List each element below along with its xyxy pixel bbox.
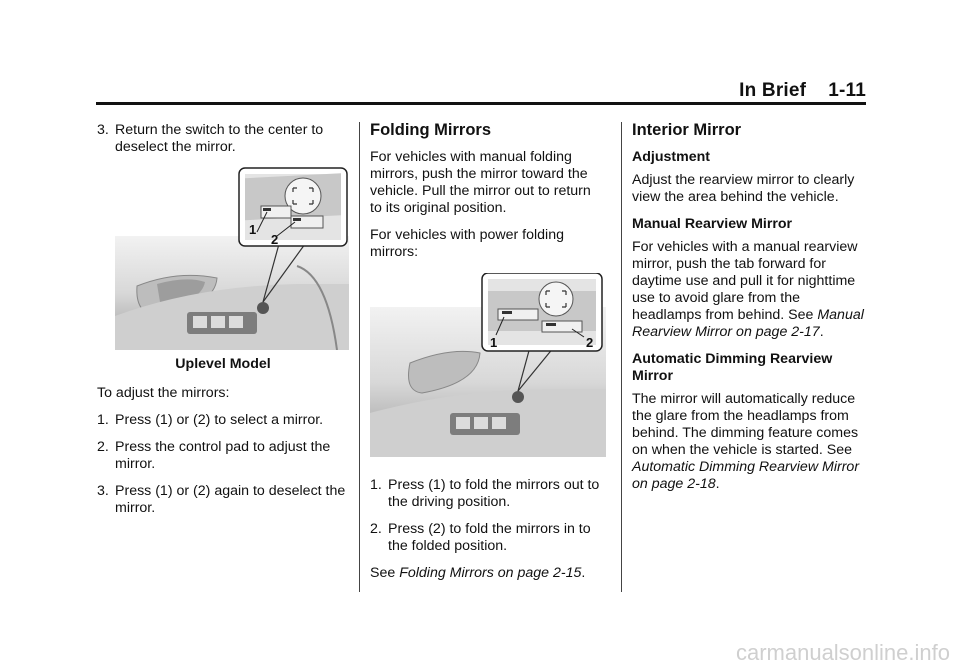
list-item [370, 521, 606, 555]
step-text: Press (2) to fold the mirrors in to the folded position. [388, 521, 591, 554]
paragraph: For vehicles with manual folding mirrors, push the mirror toward the vehicle. Pull the mirror out to return to its original position. [370, 149, 591, 216]
column-divider [621, 122, 622, 592]
callout-2: 2 [586, 335, 594, 350]
step-text: Return the switch to the center to deselect the mirror. [115, 122, 324, 155]
paragraph: The mirror will automatically reduce the glare from the headlamps from behind. The dimming feature comes on when the vehicle is started. See Automatic Dimming Rearview Mirror on page 2-18. [632, 391, 860, 492]
cross-reference: See Folding Mirrors on page 2-15. [370, 565, 586, 581]
page-header [739, 80, 866, 102]
list-item [370, 477, 606, 511]
section-heading: Folding Mirrors [370, 121, 491, 139]
lead-text: To adjust the mirrors: [97, 385, 230, 401]
subheading: Manual Rearview Mirror [632, 216, 793, 232]
callout-2: 2 [271, 232, 279, 247]
step-number: 3. [97, 483, 109, 499]
list-item [97, 439, 349, 473]
step-number: 1. [370, 477, 382, 493]
watermark: carmanualsonline.info [735, 640, 950, 665]
mirror-switch-illustration [97, 166, 349, 350]
section-heading: Interior Mirror [632, 121, 742, 139]
header-rule [96, 102, 866, 105]
list-item [97, 483, 349, 517]
callout-1: 1 [490, 335, 498, 350]
step-number: 2. [97, 439, 109, 455]
figure-caption: Uplevel Model [175, 356, 271, 372]
paragraph: Adjust the rearview mirror to clearly view the area behind the vehicle. [632, 172, 855, 205]
column-2 [370, 122, 606, 592]
power-folding-switch-illustration [370, 273, 606, 463]
step-text: Press (1) or (2) to select a mirror. [115, 412, 324, 428]
column-divider [359, 122, 360, 592]
subheading: Automatic Dimming Rearview Mirror [632, 351, 833, 384]
step-number: 3. [97, 122, 109, 138]
section-title: In Brief [739, 80, 807, 101]
paragraph: For vehicles with a manual rearview mirror, push the tab forward for daytime use and pull it for nighttime use to avoid glare from the headlamps from behind. See Manual Rearview Mirror on page 2-17. [632, 239, 864, 340]
column-1 [97, 122, 349, 527]
step-number: 1. [97, 412, 109, 428]
page-reference-link[interactable]: Folding Mirrors on page 2-15 [399, 565, 582, 581]
callout-1: 1 [249, 222, 257, 237]
subheading: Adjustment [632, 149, 711, 165]
list-item [97, 412, 349, 429]
column-3 [632, 122, 868, 503]
step-text: Press (1) to fold the mirrors out to the driving position. [388, 477, 600, 510]
page-reference-link[interactable]: Manual Rearview Mirror on page 2-17 [632, 307, 864, 340]
page-number: 1-11 [828, 80, 866, 101]
list-item [97, 122, 349, 156]
step-text: Press the control pad to adjust the mirror. [115, 439, 331, 472]
step-number: 2. [370, 521, 382, 537]
paragraph: For vehicles with power folding mirrors: [370, 227, 564, 260]
page-reference-link[interactable]: Automatic Dimming Rearview Mirror on page 2-18 [632, 459, 860, 492]
step-text: Press (1) or (2) again to deselect the mirror. [115, 483, 346, 516]
